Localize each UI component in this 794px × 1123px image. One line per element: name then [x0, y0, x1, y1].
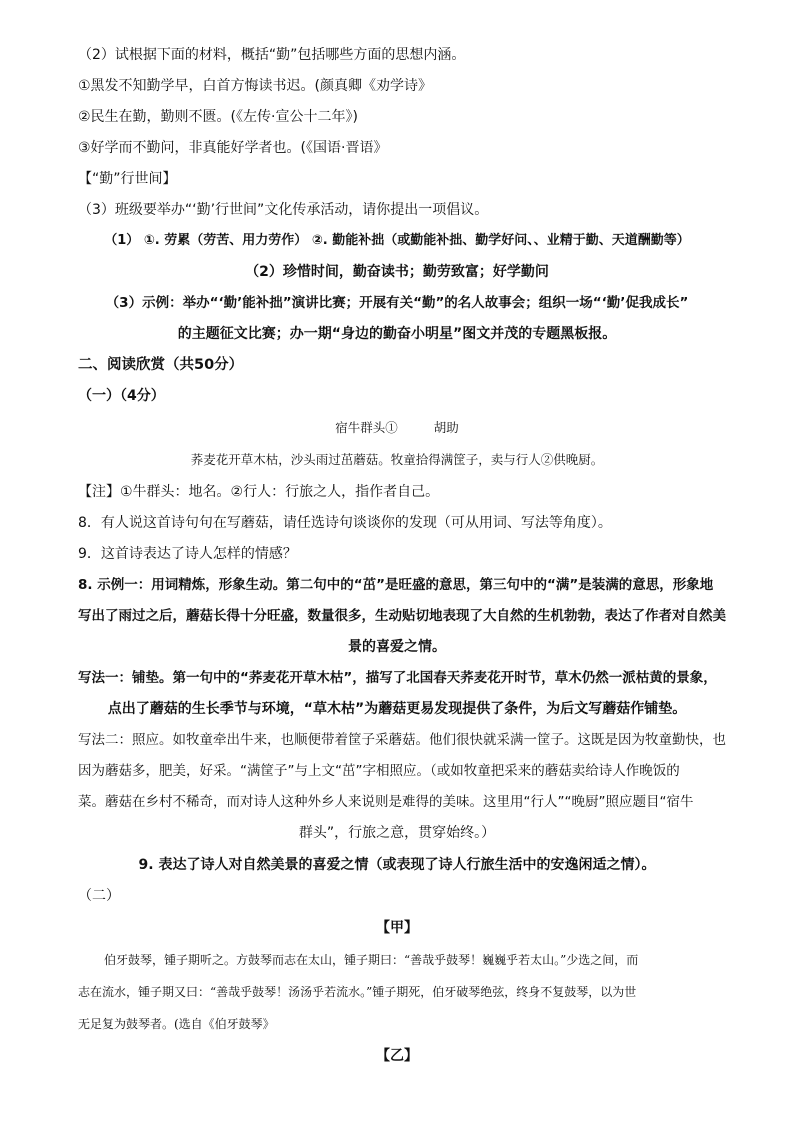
poem-body: 荞麦花开草木枯，沙头雨过茁蘑菇。牧童拾得满筐子，卖与行人②供晚厨。 — [190, 452, 604, 467]
q2-prompt: （2）试根据下面的材料，概括“勤”包括哪些方面的思想内涵。 — [78, 47, 466, 63]
poem-author: 胡助 — [433, 420, 459, 435]
answer-2: （2）珍惜时间，勤奋读书；勤劳致富；好学勤问 — [245, 264, 549, 280]
answer-8-line-3: 景的喜爱之情。 — [348, 639, 446, 655]
q2-material-3: ③好学而不勤问，非真能好学者也。(《国语·晋语》 — [78, 140, 388, 156]
passage-jia-line-3: 无足复为鼓琴者。(选自《伯牙鼓琴》 — [78, 1017, 275, 1031]
passage-yi-heading: 【乙】 — [376, 1048, 418, 1064]
passage-jia-line-2: 志在流水，锺子期又曰：“善哉乎鼓琴！汤汤乎若流水。”锺子期死，伯牙破琴绝弦，终身不复鼓琴，以为世 — [78, 985, 637, 999]
passage-jia-heading: 【甲】 — [376, 920, 418, 936]
question-9: 9．这首诗表达了诗人怎样的情感？ — [78, 546, 297, 562]
q2-material-2: ②民生在勤，勤则不匮。(《左传·宣公十二年》) — [78, 109, 358, 125]
question-8: 8．有人说这首诗句句在写蘑菇，请任选诗句谈谈你的发现（可从用词、写法等角度）。 — [78, 515, 612, 531]
answer-3-line-1: （3）示例：举办“‘勤’能补拙”演讲比赛；开展有关“勤”的名人故事会；组织一场“‘勤’促我成长” — [105, 295, 689, 311]
answer-8-line-2: 写出了雨过之后，蘑菇长得十分旺盛，数量很多，生动贴切地表现了大自然的生机勃勃，表达了作者对自然美 — [78, 608, 726, 624]
answer-8-method-1-line-1: 写法一：铺垫。第一句中的“荞麦花开草木枯”，描写了北国春天荞麦花开时节，草木仍然一派枯黄的景象， — [78, 670, 717, 686]
q3-prompt: （3）班级要举办“‘勤’行世间”文化传承活动，请你提出一项倡议。 — [78, 202, 489, 218]
poem-title: 宿牛群头① — [335, 420, 398, 435]
poem-title-line — [0, 418, 794, 438]
answer-3-line-2: 的主题征文比赛；办一期“身边的勤奋小明星”图文并茂的专题黑板报。 — [177, 326, 617, 342]
answer-1: （1） ①. 劳累（劳苦、用力劳作） ②. 勤能补拙（或勤能补拙、勤学好问、、业精于勤、天道酬勤等） — [104, 233, 690, 248]
poem-note: 【注】①牛群头：地名。②行人：行旅之人，指作者自己。 — [78, 484, 440, 500]
q2-material-1: ①黑发不知勤学早，白首方悔读书迟。(颜真卿《劝学诗》 — [78, 78, 433, 94]
answer-8-method-2-line-2: 因为蘑菇多，肥美，好采。“满筐子”与上文“茁”字相照应。（或如牧童把采来的蘑菇卖给诗人作晚饭的 — [78, 763, 680, 779]
part2-subsection-2: （二） — [78, 888, 120, 904]
answer-8-method-2-line-1: 写法二：照应。如牧童牵出牛来，也顺便带着筐子采蘑菇。他们很快就采满一筐子。这既是因为牧童勤快，也 — [78, 732, 726, 748]
answer-8-method-2-line-3: 菜。蘑菇在乡村不稀奇，而对诗人这种外乡人来说则是难得的美味。这里用“行人”“晚厨”照应题目“宿牛 — [78, 794, 694, 810]
part2-title: 二、阅读欣赏（共50分） — [78, 357, 244, 373]
passage-jia-line-1: 伯牙鼓琴，锺子期听之。方鼓琴而志在太山，锺子期曰：“善哉乎鼓琴！巍巍乎若太山。”少选之间，而 — [104, 953, 639, 967]
section-heading: 【“勤”行世间】 — [78, 171, 177, 187]
part2-subsection-1: （一）（4分） — [78, 388, 165, 404]
answer-9: 9. 表达了诗人对自然美景的喜爱之情（或表现了诗人行旅生活中的安逸闲适之情）。 — [138, 857, 656, 873]
answer-8-line-1: 8. 示例一：用词精炼，形象生动。第二句中的“茁”是旺盛的意思，第三句中的“满”是装满的意思，形象地 — [78, 577, 714, 593]
answer-8-method-1-line-2: 点出了蘑菇的生长季节与环境，“草木枯”为蘑菇更易发现提供了条件，为后文写蘑菇作铺垫。 — [107, 701, 687, 717]
answer-8-method-2-line-4: 群头”，行旅之意，贯穿始终。） — [298, 825, 496, 841]
